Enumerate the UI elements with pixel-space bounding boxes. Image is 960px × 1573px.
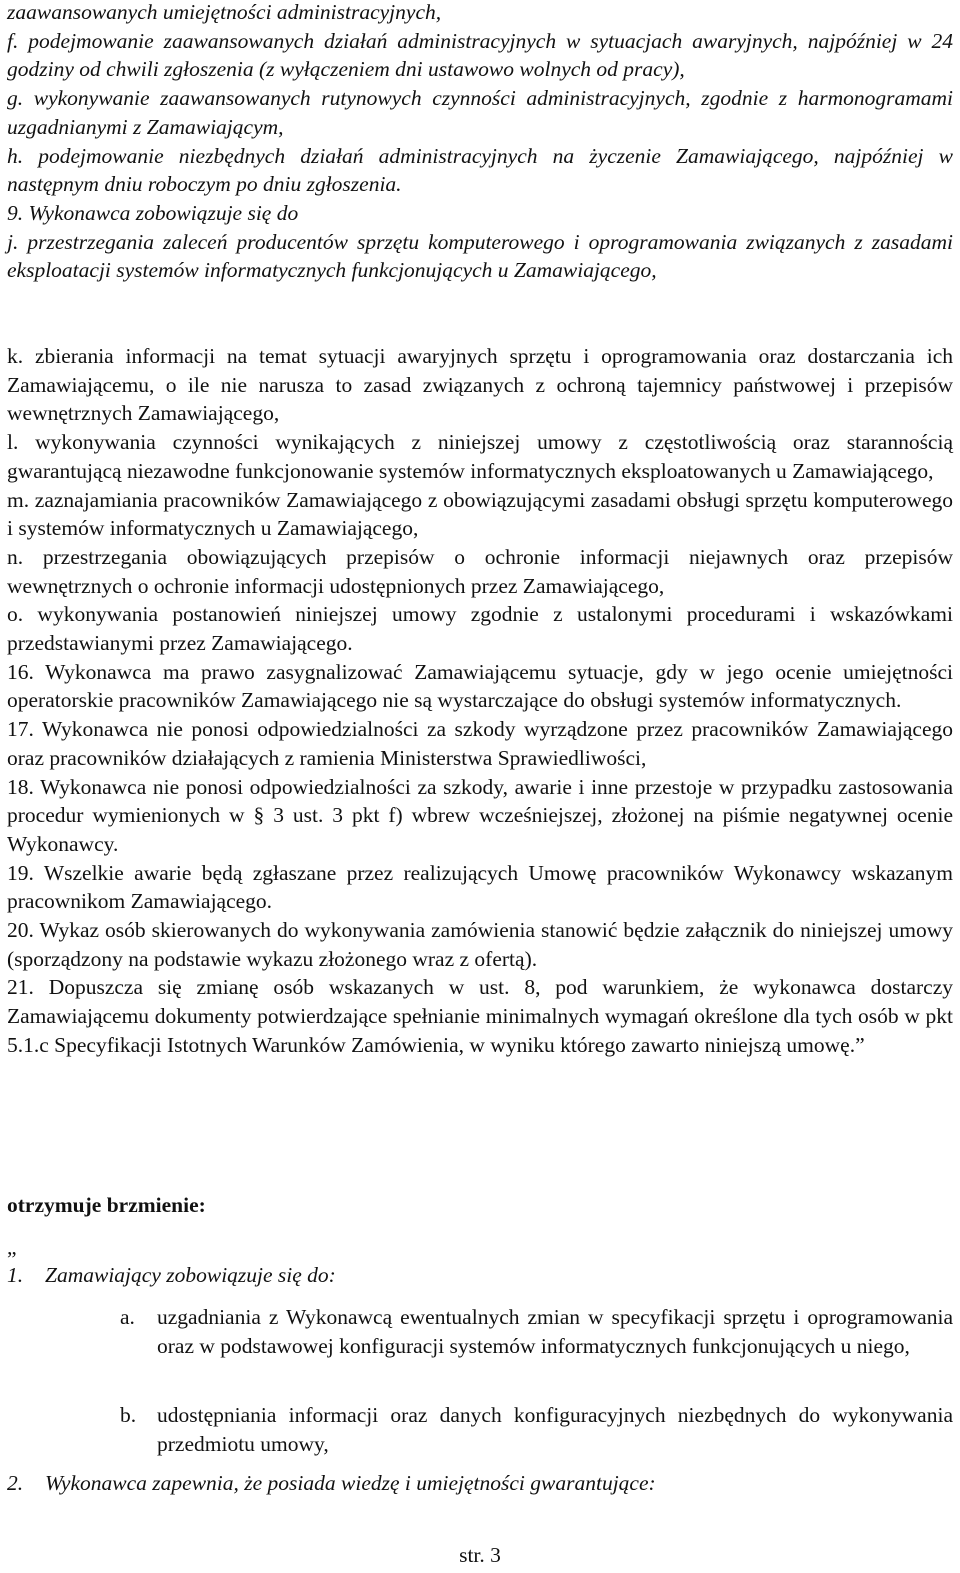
- opening-quote: „: [7, 1235, 17, 1259]
- item-text: Zamawiający zobowiązuje się do:: [45, 1263, 336, 1287]
- paragraph: m. zaznajamiania pracowników Zamawiającego z obowiązującymi zasadami obsługi sprzętu komputerowego i systemów informatycznych u Zamawiającego,: [7, 487, 953, 541]
- paragraph: f. podejmowanie zaawansowanych działań administracyjnych w sytuacjach awaryjnych, najpóźniej w 24 godziny od chwili zgłoszenia (z wyłączeniem dni ustawowo wolnych od pracy),: [7, 28, 953, 82]
- sub-item-text: uzgadniania z Wykonawcą ewentualnych zmian w specyfikacji sprzętu i oprogramowania oraz w podstawowej konfiguracji systemów informatycznych funkcjonujących u niego,: [157, 1305, 953, 1358]
- paragraph: 9. Wykonawca zobowiązuje się do: [7, 200, 299, 225]
- paragraph: n. przestrzegania obowiązujących przepisów o ochronie informacji niejawnych oraz przepisów wewnętrznych o ochronie informacji udostępnionych przez Zamawiającego,: [7, 544, 953, 598]
- item-text: Wykonawca zapewnia, że posiada wiedzę i umiejętności gwarantujące:: [45, 1471, 656, 1495]
- item-1: [7, 1261, 953, 1290]
- sub-item-letter: b.: [120, 1403, 137, 1427]
- sub-item-letter: a.: [120, 1305, 135, 1329]
- regular-section: [7, 342, 953, 1060]
- paragraph: 17. Wykonawca nie ponosi odpowiedzialności za szkody wyrządzone przez pracowników Zamawiającego oraz pracowników działających z ramienia Ministerstwa Sprawiedliwości,: [7, 717, 953, 770]
- page-number: str. 3: [459, 1543, 501, 1567]
- paragraph: h. podejmowanie niezbędnych działań administracyjnych na życzenie Zamawiającego, najpóźniej w następnym dniu roboczym po dniu zgłoszenia.: [7, 143, 953, 197]
- item-number: 1.: [7, 1263, 24, 1287]
- sub-item-b: [7, 1401, 953, 1458]
- sub-item-text: udostępniania informacji oraz danych konfiguracyjnych niezbędnych do wykonywania przedmiotu umowy,: [157, 1403, 953, 1456]
- paragraph: o. wykonywania postanowień niniejszej umowy zgodnie z ustalonymi procedurami i wskazówkami przedstawianymi przez Zamawiającego.: [7, 602, 953, 656]
- item-number: 2.: [7, 1471, 24, 1495]
- quote-mark-block: [7, 1233, 953, 1262]
- italic-section: [7, 0, 953, 285]
- item-2: [7, 1469, 953, 1498]
- paragraph: l. wykonywania czynności wynikających z niniejszej umowy z częstotliwością oraz starannością gwarantującą niezawodne funkcjonowanie systemów informatycznych eksploatowanych u Zamawiającego,: [7, 430, 953, 483]
- paragraph: 19. Wszelkie awarie będą zgłaszane przez realizujących Umowę pracowników Wykonawcy wskazanym pracownikom Zamawiającego.: [7, 860, 953, 914]
- paragraph: j. przestrzegania zaleceń producentów sprzętu komputerowego i oprogramowania związanych z zasadami eksploatacji systemów informatycznych funkcjonujących u Zamawiającego,: [7, 229, 953, 283]
- paragraph: 16. Wykonawca ma prawo zasygnalizować Zamawiającemu sytuacje, gdy w jego ocenie umiejętności operatorskie pracowników Zamawiającego nie są wystarczające do obsługi systemów informatycznych.: [7, 659, 953, 713]
- paragraph: 18. Wykonawca nie ponosi odpowiedzialności za szkody, awarie i inne przestoje w przypadku zastosowania procedur wymienionych w § 3 ust. 3 pkt f) wbrew wcześniejszej, złożonej na piśmie negatywnej ocenie Wykonawcy.: [7, 774, 953, 856]
- paragraph: 20. Wykaz osób skierowanych do wykonywania zamówienia stanowić będzie załącznik do niniejszej umowy (sporządzony na podstawie wykazu złożonego wraz z ofertą).: [7, 918, 953, 971]
- amendment-heading-block: [7, 1191, 953, 1220]
- paragraph: g. wykonywanie zaawansowanych rutynowych czynności administracyjnych, zgodnie z harmonogramami uzgadnianymi z Zamawiającym,: [7, 86, 953, 139]
- paragraph: zaawansowanych umiejętności administracyjnych,: [7, 0, 442, 24]
- paragraph: 21. Dopuszcza się zmianę osób wskazanych w ust. 8, pod warunkiem, że wykonawca dostarczy Zamawiającemu dokumenty potwierdzające spełnianie minimalnych wymagań określone dla tych osób w pkt 5.1.c Specyfikacji Istotnych Warunków Zamówienia, w wyniku którego zawarto niniejszą umowę.”: [7, 975, 953, 1057]
- sub-item-a: [7, 1303, 953, 1360]
- amendment-heading: otrzymuje brzmienie:: [7, 1193, 206, 1217]
- paragraph: k. zbierania informacji na temat sytuacji awaryjnych sprzętu i oprogramowania oraz dostarczania ich Zamawiającemu, o ile nie narusza to zasad związanych z ochroną tajemnicy państwowej i przepisów wewnętrznych Zamawiającego,: [7, 344, 953, 426]
